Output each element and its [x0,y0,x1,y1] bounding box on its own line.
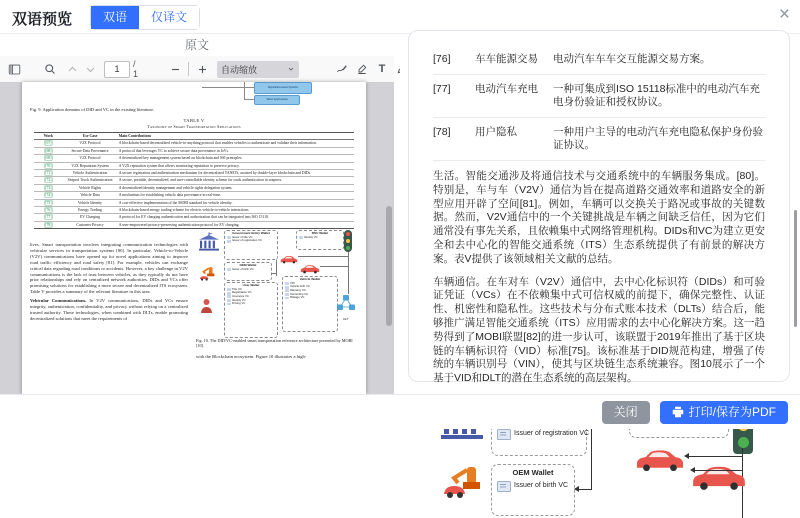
table-row [34,184,354,191]
connector-line [298,256,348,257]
col-header-contributions: Main Contributions [117,133,354,140]
use-case-cell: EV Charging [63,214,117,221]
col-header-work: Work [34,133,63,140]
citation-ref: [76] [433,53,451,65]
connector-line [591,424,592,490]
contribution-cell: 电动汽车车车交互能源交易方案。 [553,53,711,65]
page-total-label: / 1 [133,59,139,79]
use-case-cell: Vehicle Data [63,192,117,199]
gov-wallet-box [224,230,278,260]
sidebar-toggle-icon[interactable] [5,60,23,78]
printer-icon [672,406,684,418]
table-header-row [34,133,354,140]
table-row [34,214,354,221]
connector-line [244,87,254,88]
print-save-pdf-button[interactable] [660,401,788,424]
wallet-row: Warranty VC [285,289,335,293]
taxonomy-table [34,132,354,229]
citation-ref[interactable]: [75] [34,199,63,206]
use-case-cell: V2X Protocol [63,155,117,162]
paragraph-lead: Vehicular Communications. [30,298,87,304]
table-row [34,162,354,169]
table-row [34,170,354,177]
page-number-input[interactable] [104,61,130,78]
table-row [34,147,354,154]
use-case-cell: V2X Protocol [63,140,117,147]
dialog-title: 双语预览 [12,11,73,28]
translated-paragraph: 生活。智能交通涉及将通信技术与交通系统中的车辆服务集成。[80]。特别是，车与车（V2V）通信为旨在提高道路交通效率和道路安全的新型应用开辟了空间[81]。例如，车辆可以交换关于路况或事故的关键数据。然而，V2V通信中的一个关键挑战是车辆之间缺乏信任，因为它们通常没有事先关系，且依赖集中式网络管理机构。DIDs和VC为建立更安全和去中心化的智能交通系统（ITS）生态系统提供了有前景的解决方案。表V提供了该领域相关文献的总结。 [433,170,765,265]
contribution-cell: A protocol that leverages VC to achieve secure data provenance in IoVs. [117,147,354,154]
fig9-node: Reputation-based Systems [254,82,312,94]
wallet-title: Vehicle Wallet [299,277,321,281]
view-mode-toggle [90,5,200,30]
freetext-icon[interactable]: T [378,63,386,75]
close-button[interactable]: 关闭 [602,401,650,424]
wallet-row: Issuer of birth VC [227,268,269,272]
table-row [34,140,354,147]
credential-icon [227,240,231,243]
credential-icon [285,286,289,289]
table-row [34,177,354,184]
traffic-light-icon [344,230,352,252]
dialog-footer [0,394,800,429]
contribution-cell: A decentralized identity management and vehicle rights delegation system. [117,184,354,191]
credential-icon [285,282,289,285]
wallet-title: User Wallet [242,283,260,287]
citation-ref[interactable]: [72] [34,177,63,184]
pdf-toolbar [0,56,394,83]
fig9-caption: Fig. 9. Application domains of DID and VC in the existing literature. [30,107,155,112]
wallet-row: Insurance VC [227,295,275,299]
translation-scrollbar-thumb[interactable] [794,210,797,327]
wallet-title: OEM Wallet [239,263,257,267]
citation-ref[interactable]: [78] [34,221,63,228]
signature-icon[interactable] [333,60,351,78]
connector-line [320,266,348,267]
contribution-cell: A blockchain-based energy trading scheme for electric vehicle-to-vehicle interactions [117,207,354,214]
wallet-row: Identity VC [227,299,275,303]
connector-line [695,470,742,471]
car-icon [635,448,685,477]
use-case-cell: Vehicle Identity [63,199,117,206]
table-row [433,118,765,161]
wallet-row: Issuer of registration VC [227,239,275,243]
credential-icon [227,299,231,302]
citation-ref[interactable]: [73] [34,184,63,191]
use-case-cell: Customer Privacy [63,221,117,228]
oem-wallet-box [491,464,575,516]
credential-icon [227,295,231,298]
citation-ref[interactable]: [77] [34,214,63,221]
credential-icon [497,429,511,440]
table-caption: Taxonomy of Smart Transportation Applications [147,125,241,129]
contribution-cell: A secure registration and authentication mechanism for decentralized VANETs, assisted by double-layer blockchain and DIDs. [117,170,354,177]
use-case-cell: Secure Data Provenance [63,147,117,154]
table-row [34,221,354,228]
use-case-cell: V2X Reputation System [63,162,117,169]
wallet-title: Government Entity Wallet [232,231,270,235]
credential-icon [285,289,289,292]
wallet-row: VID [285,282,335,286]
credential-icon [497,481,511,492]
wallet-row: Driving VC [227,302,275,306]
zoom-select[interactable] [217,61,299,78]
previous-page-icon[interactable] [63,60,81,78]
pdf-scrollbar-thumb[interactable] [386,206,392,326]
oem-wallet-box [224,262,272,281]
credential-icon [285,297,289,300]
car-icon [280,251,298,269]
wallet-row: Identity VC [299,236,341,240]
fig9-node: Smart Applications [254,95,300,105]
table-row [34,155,354,162]
table-row [34,207,354,214]
table-row [433,75,765,118]
use-case-cell: Seaport Truck Authentication [63,177,117,184]
citation-ref[interactable]: [69] [34,155,63,162]
tab-bilingual[interactable]: 双语 [91,6,139,29]
wallet-row: Mileage VC [285,296,335,300]
connector-line [348,250,349,294]
pdf-page [22,82,366,394]
wallet-row: Title VC [227,288,275,292]
wallet-row: Issuer of birth VC [497,481,569,492]
contribution-cell: A V2X reputation system that allows monitoring reputation to preserve privacy. [117,162,354,169]
pdf-viewer-pane [0,56,394,394]
paragraph [30,298,188,322]
connector-line [244,99,254,100]
wallet-title: OEM Wallet [512,467,554,477]
zoom-out-icon[interactable] [166,60,184,78]
vehicle-wallet-box [282,276,338,332]
connector-line [689,456,742,457]
citation-ref[interactable]: [68] [34,147,63,154]
credential-icon [285,293,289,296]
citation-ref[interactable]: [74] [34,192,63,199]
contribution-cell: A decentralized key management system based on blockchain and SSI principles. [117,155,354,162]
use-case-cell: 用户隐私 [475,126,517,138]
credential-icon [227,288,231,291]
original-pane-header: 原文 [184,38,209,52]
table-body [34,140,354,229]
wallet-row: Vehicle birth VC [285,285,335,289]
translated-table [433,45,765,161]
toolbar-separator [188,62,189,76]
highlight-icon[interactable] [353,60,371,78]
wallet-title: RSU Wallet [311,231,329,235]
contribution-cell: A mechanism for establishing vehicle data provenance in real-time. [117,192,354,199]
contribution-cell: A protocol for EV charging authentication and authorization that can be integrated into ISO 15118. [117,214,354,221]
contribution-cell: 一种可集成到ISO 15118标准中的电动汽车充电身份验证和授权协议。 [553,83,760,108]
contribution-cell: A secure, portable, decentralized, and user-controllable identity scheme for truck authentication in seaports. [117,177,354,184]
paragraph: lives. Smart transportation involves integrating communication technologies with vehicular services in transportation systems [80]. In particular, Vehicle-to-Vehicle (V2V) communications have opened up for novel applications aiming to improve road traffic efficiency and road safety [81]. For example, vehicles can exchange critical data regarding road conditions or accidents. However, a key challenge in V2V communications is the lack of trust between vehicles, as they typically do not have prior relationships and rely on centralized network authorities. DIDs and VCs offer promising solutions for establishing a more secure and decentralized ITS ecosystem. Table V provides a summary of the relevant literature in this area. [30,242,188,295]
pdf-document-area[interactable] [0,82,394,394]
connector-line [202,87,244,88]
citation-ref[interactable]: [76] [34,207,63,214]
rsu-wallet-box [296,230,344,250]
wallet-row: Issuer of registration VC [497,429,581,440]
credential-icon [227,292,231,295]
credential-icon [227,303,231,306]
close-icon[interactable]: × [778,4,790,25]
paragraph-body: In V2V communications, DIDs and VCs ensure integrity, authentication, confidentiality, and privacy without relying on a centralized trusted authority. These technologies, when combined with DLTs, enable promoting decentralized solutions that meet the requirements of [30,298,188,321]
zoom-in-icon[interactable] [193,60,211,78]
table-row [34,199,354,206]
citation-ref: [78] [433,126,451,138]
wallet-row: Ownership VC [285,293,335,297]
wallet-row: Issuer of title VC [227,236,275,240]
fig10-caption: Fig. 10. The DID/VC-enabled smart transportation reference architecture presented by MOBI [10]. [196,338,353,349]
citation-ref[interactable]: [67] [34,140,63,147]
translated-paragraph: 车辆通信。在车对车（V2V）通信中，去中心化标识符（DIDs）和可验证凭证（VCs）在不依赖集中式可信权威的前提下，确保完整性、认证性、机密性和隐私性。这些技术与分布式账本技术（DLTs）结合后，能够推广满足智能交通系统（ITS）应用需求的去中心化解决方案。这一趋势得到了MOBI联盟[82]的进一步认可，该联盟于2019年推出了基于区块链的车辆标识符（VID）标准[75]。该标准基于DID规范构建，增强了传统的车辆识别号（VIN），使其与区块链生态系统兼容。图10展示了一个基于VID和DLT的潜在生态系统的高层架构。 [433,275,765,385]
table-row [433,45,765,75]
next-page-icon[interactable] [81,60,99,78]
dialog-header [0,0,800,34]
credential-icon [227,236,231,239]
arrowhead-icon [684,453,689,459]
dlt-label: DLT [343,317,349,321]
credential-icon [227,268,231,271]
connector-line [244,82,245,100]
contribution-cell: A user-empowered privacy-preserving authentication protocol for EV charging. [117,221,354,228]
citation-ref: [77] [433,83,451,95]
use-case-cell: Vehicle Authentication [63,170,117,177]
right-column-text: with the Blockchain ecosystem. Figure 10 illustrates a high- [196,354,307,359]
arrowhead-icon [690,467,695,473]
contribution-cell: 一种用户主导的电动汽车充电隐私保护身份验证协议。 [553,126,763,151]
use-case-cell: Energy Trading [63,207,117,214]
fig10-diagram [196,230,360,334]
left-column-text [30,242,188,325]
connector-line [579,489,592,490]
table-label: TABLE V [183,118,205,123]
use-case-cell: 电动汽车充电 [475,83,538,95]
oem-factory-icon [198,266,218,287]
table-row [34,192,354,199]
oem-factory-icon [441,464,485,505]
user-wallet-box [224,282,278,338]
search-icon[interactable] [41,60,59,78]
dlt-network-icon [336,294,356,321]
citation-ref[interactable]: [70] [34,162,63,169]
user-person-icon [200,298,213,319]
col-header-use-case: Use Case [63,133,117,140]
car-icon [691,464,747,496]
wallet-row: Registration VC [227,291,275,295]
use-case-cell: Vehicle Rights [63,184,117,191]
car-icon [300,261,320,279]
contribution-cell: A blockchain-based decentralized vehicle-to-anything protocol that enables vehicles to authenticate and validate their information. [117,140,354,147]
credential-icon [299,236,303,239]
zoom-select-value: 自动缩放 [221,64,258,75]
use-case-cell: 车车能源交易 [475,53,538,65]
citation-ref[interactable]: [71] [34,170,63,177]
print-save-pdf-label: 打印/保存为PDF [688,404,776,419]
chevron-down-icon [287,65,295,73]
arrowhead-icon [574,486,579,492]
contribution-cell: A cost-effective implementation of the MOBI standard for vehicle identity. [117,199,354,206]
bank-icon [198,234,220,257]
tab-translation-only[interactable]: 仅译文 [139,6,199,29]
